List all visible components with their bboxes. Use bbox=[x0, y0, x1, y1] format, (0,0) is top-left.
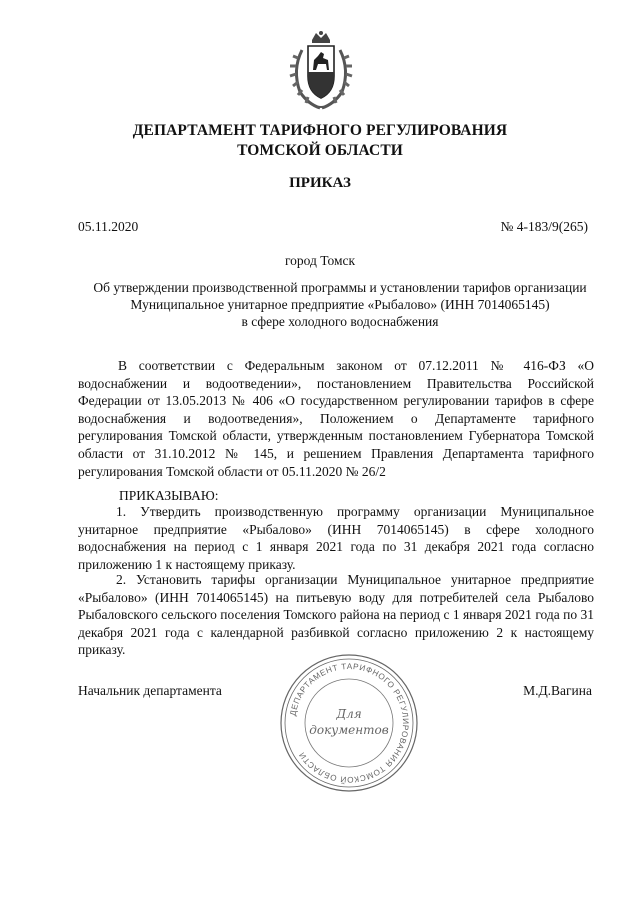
signatory-role: Начальник департамента bbox=[78, 683, 222, 698]
preamble-paragraph: В соответствии с Федеральным законом от 07.12.2011 № 416-ФЗ «О водоснабжении и водоотведении», постановлением Правительства Российской Федерации от 13.05.2013 № 406 «О государственном регулировании тарифов в сфере водоснабжения и водоотведения», Положением о Департаменте тарифного регулирования Томской области, утвержденным постановлением Губернатора Томской области от 31.10.2012 № 145, и решением Правления Департамента тарифного регулирования Томской области от 05.11.2020 № 26/2 bbox=[78, 358, 594, 479]
stamp-ring-text: ДЕПАРТАМЕНТ ТАРИФНОГО РЕГУЛИРОВАНИЯ ТОМСКОЙ ОБЛАСТИ bbox=[288, 661, 411, 785]
department-title-line-2: ТОМСКОЙ ОБЛАСТИ bbox=[237, 142, 403, 159]
official-stamp bbox=[278, 652, 420, 794]
document-type: ПРИКАЗ bbox=[289, 175, 351, 191]
order-item-1: 1. Утвердить производственную программу организации Муниципальное унитарное предприятие «Рыбалово» (ИНН 7014065145) в сфере холодного водоснабжения на период с 1 января 2021 года по 31 декабря 2021 года согласно приложению 1 к настоящему приказу. bbox=[78, 504, 594, 572]
stamp-center-line-2: документов bbox=[309, 723, 389, 737]
subject-line-2: Муниципальное унитарное предприятие «Рыбалово» (ИНН 7014065145) bbox=[130, 297, 550, 312]
subject-line-1: Об утверждении производственной программы и установлении тарифов организации bbox=[93, 280, 587, 295]
document-date: 05.11.2020 bbox=[78, 219, 139, 234]
department-title-line-1: ДЕПАРТАМЕНТ ТАРИФНОГО РЕГУЛИРОВАНИЯ bbox=[132, 122, 508, 139]
document-subject bbox=[60, 279, 620, 330]
order-heading: ПРИКАЗЫВАЮ: bbox=[119, 488, 219, 503]
order-item-2: 2. Установить тарифы организации Муниципальное унитарное предприятие «Рыбалово» (ИНН 7014065145) на питьевую воду для потребителей села Рыбалово Рыбаловского сельского поселения Томского района на период с 1 января 2021 года по 31 декабря 2021 года с календарной разбивкой согласно приложению 2 к настоящему приказу. bbox=[78, 572, 594, 658]
document-city: город Томск bbox=[284, 253, 356, 268]
signatory-name: М.Д.Вагина bbox=[523, 683, 592, 698]
stamp-center-line-1: Для bbox=[336, 707, 362, 721]
document-number: № 4-183/9(265) bbox=[500, 219, 588, 234]
subject-line-3: в сфере холодного водоснабжения bbox=[241, 314, 439, 329]
tomsk-coat-of-arms-icon bbox=[288, 30, 354, 112]
department-title bbox=[0, 121, 640, 161]
